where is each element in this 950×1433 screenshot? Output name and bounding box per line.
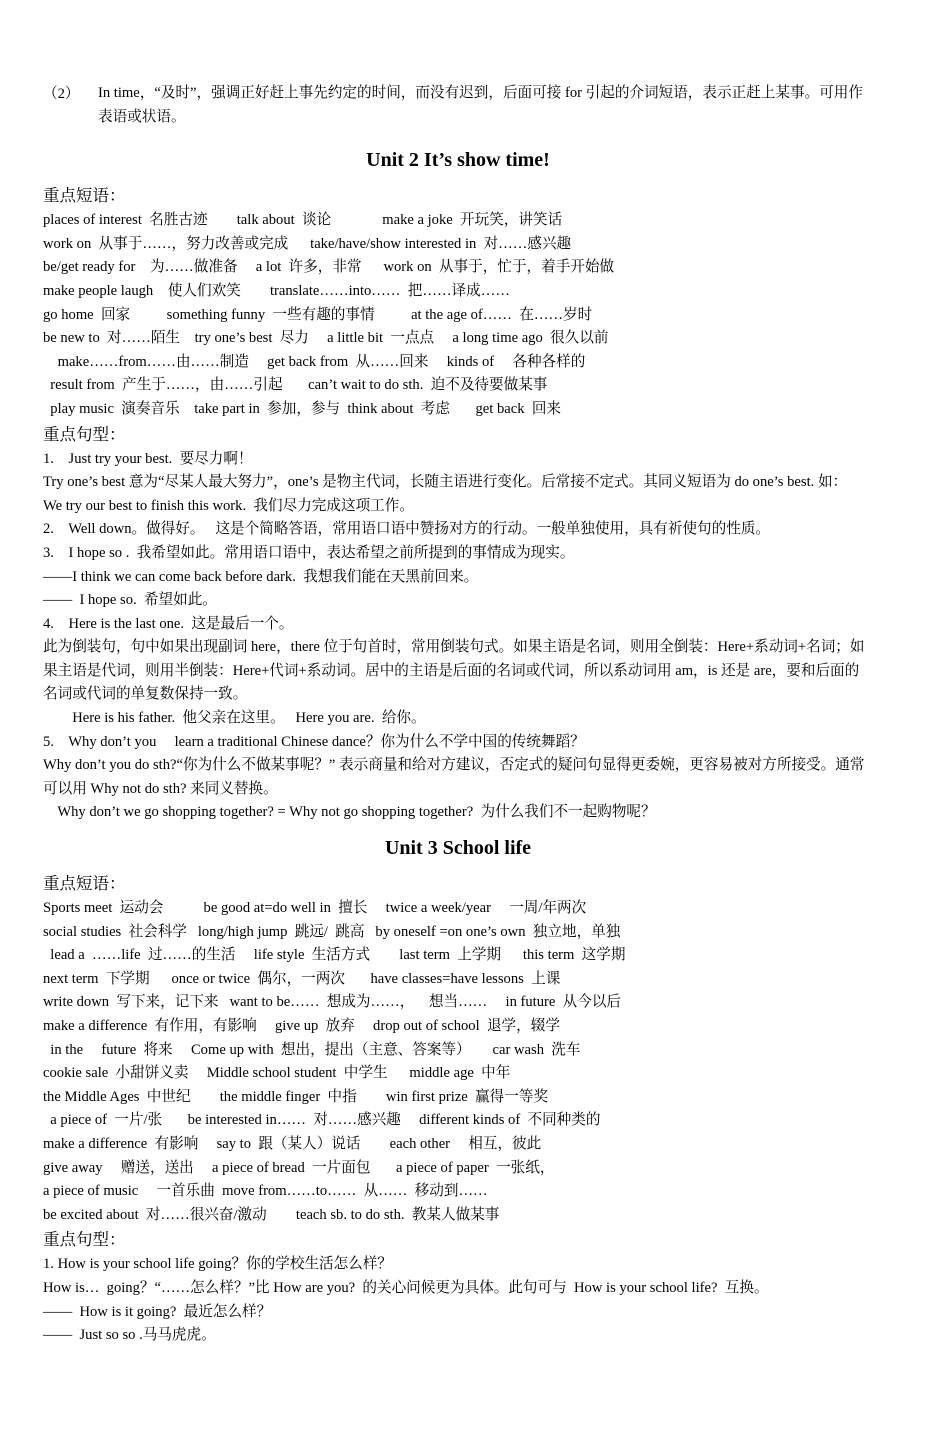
sentence-line: 5. Why don’t you learn a traditional Chinese dance？你为什么不学中国的传统舞蹈？ bbox=[43, 733, 585, 750]
phrase-line: a piece of music 一首乐曲 move from……to…… 从…… 移动到…… bbox=[43, 1183, 488, 1200]
phrase-line: places of interest 名胜古迹 talk about 谈论 make a joke 开玩笑，讲笑话 bbox=[43, 212, 563, 229]
phrase-line: give away 赠送，送出 a piece of bread 一片面包 a piece of paper 一张纸， bbox=[43, 1159, 555, 1176]
sentence-line: 4. Here is the last one. 这是最后一个。 bbox=[43, 615, 294, 632]
unit3-title: Unit 3 School life bbox=[384, 837, 532, 860]
sentence-line: We try our best to finish this work. 我们尽力完成这项工作。 bbox=[43, 497, 414, 514]
unit3-phrases-heading: 重点短语： bbox=[43, 874, 126, 894]
sentence-paragraph: Try one’s best 意为“尽某人最大努力”，one’s 是物主代词，长随主语进行变化。后常接不定式。其同义短语为 do one’s best. 如： bbox=[43, 474, 848, 491]
phrase-line: go home 回家 something funny 一些有趣的事情 at the age of…… 在……岁时 bbox=[43, 306, 593, 323]
phrase-line: cookie sale 小甜饼义卖 Middle school student 中学生 middle age 中年 bbox=[43, 1065, 511, 1082]
phrase-line: social studies 社会科学 long/high jump 跳远/ 跳高 by oneself =on one’s own 独立地，单独 bbox=[43, 923, 621, 940]
sentence-line: 1. How is your school life going？你的学校生活怎么样？ bbox=[43, 1256, 393, 1273]
phrase-line: result from 产生于……，由……引起 can’t wait to do sth. 迫不及待要做某事 bbox=[43, 377, 548, 394]
intro-text: In time，“及时”，强调正好赶上事先约定的时间，而没有迟到，后面可接 for 引起的介词短语，表示正赶上某事。可用作表语或状语。 bbox=[98, 85, 863, 125]
phrase-line: make……from……由……制造 get back from 从……回来 kinds of 各种各样的 bbox=[43, 353, 586, 370]
phrase-line: the Middle Ages 中世纪 the middle finger 中指 win first prize 赢得一等奖 bbox=[43, 1088, 549, 1105]
phrase-line: a piece of 一片/张 be interested in…… 对……感兴趣 different kinds of 不同种类的 bbox=[43, 1112, 601, 1129]
unit2-sentences-heading: 重点句型： bbox=[43, 424, 126, 444]
sentence-line: 2. Well down。做得好。 这是个简略答语，常用语口语中赞扬对方的行动。一般单独使用，具有祈使句的性质。 bbox=[43, 521, 771, 538]
phrase-line: make a difference 有作用，有影响 give up 放弃 drop out of school 退学，辍学 bbox=[43, 1018, 560, 1034]
phrase-line: make people laugh 使人们欢笑 translate……into…… 把……译成…… bbox=[43, 282, 510, 299]
phrase-line: lead a ……life 过……的生活 life style 生活方式 last term 上学期 this term 这学期 bbox=[43, 947, 626, 964]
intro-note bbox=[43, 82, 873, 129]
sentence-paragraph: 此为倒装句，句中如果出现副词 here，there 位于句首时，常用倒装句式。如果主语是名词，则用全倒装：Here+系动词+名词；如果主语是代词，则用半倒装：Here+代词+系动词。居中的主语是后面的名词或代词，所以系动词用 am，is 还是 are，要和后面的名词或代词的单复数保持一致。 bbox=[43, 639, 865, 703]
phrase-line: work on 从事于……，努力改善或完成 take/have/show interested in 对……感兴趣 bbox=[43, 235, 572, 252]
phrase-line: make a difference 有影响 say to 跟（某人）说话 each other 相互，彼此 bbox=[43, 1135, 542, 1152]
phrase-line: be excited about 对……很兴奋/激动 teach sb. to do sth. 教某人做某事 bbox=[43, 1206, 500, 1223]
document-page bbox=[43, 82, 873, 1348]
phrase-line: be new to 对……陌生 try one’s best 尽力 a little bit 一点点 a long time ago 很久以前 bbox=[43, 330, 609, 347]
sentence-line: Here is his father. 他父亲在这里。 Here you are. 给你。 bbox=[43, 710, 426, 727]
unit2-phrases-heading: 重点短语： bbox=[43, 186, 126, 206]
sentence-line: ——I think we can come back before dark. 我想我们能在天黑前回来。 bbox=[43, 568, 479, 585]
phrase-line: write down 写下来，记下来 want to be…… 想成为……， 想当…… in future 从今以后 bbox=[43, 994, 622, 1011]
phrase-line: Sports meet 运动会 be good at=do well in 擅长 twice a week/year 一周/年两次 bbox=[43, 900, 587, 917]
sentence-line: 3. I hope so . 我希望如此。常用语口语中，表达希望之前所提到的事情成为现实。 bbox=[43, 544, 575, 561]
phrase-line: be/get ready for 为……做准备 a lot 许多，非常 work on 从事于，忙于，着手开始做 bbox=[43, 259, 615, 276]
unit2-title: Unit 2 It’s show time! bbox=[366, 149, 550, 172]
phrase-line: next term 下学期 once or twice 偶尔，一两次 have classes=have lessons 上课 bbox=[43, 970, 561, 987]
unit3-sentences-heading: 重点句型： bbox=[43, 1230, 126, 1250]
sentence-line: Why don’t we go shopping together? = Why not go shopping together? 为什么我们不一起购物呢？ bbox=[43, 804, 656, 821]
phrase-line: play music 演奏音乐 take part in 参加，参与 think about 考虑 get back 回来 bbox=[43, 400, 562, 417]
sentence-paragraph: Why don’t you do sth?“你为什么不做某事呢？” 表示商量和给对方建议，否定式的疑问句显得更委婉，更容易被对方所接受。通常可以用 Why not do sth? 来同义替换。 bbox=[43, 757, 865, 797]
sentence-line: How is… going？“……怎么样？”比 How are you? 的关心问候更为具体。此句可与 How is your school life? 互换。 bbox=[43, 1279, 769, 1296]
intro-number: （2） bbox=[43, 86, 80, 102]
sentence-line: —— I hope so. 希望如此。 bbox=[43, 592, 217, 609]
phrase-line: in the future 将来 Come up with 想出，提出（主意、答案等） car wash 洗车 bbox=[43, 1041, 581, 1058]
sentence-line: —— Just so so .马马虎虎。 bbox=[43, 1327, 216, 1344]
sentence-line: 1. Just try your best. 要尽力啊！ bbox=[43, 450, 253, 467]
sentence-line: —— How is it going? 最近怎么样？ bbox=[43, 1303, 272, 1320]
